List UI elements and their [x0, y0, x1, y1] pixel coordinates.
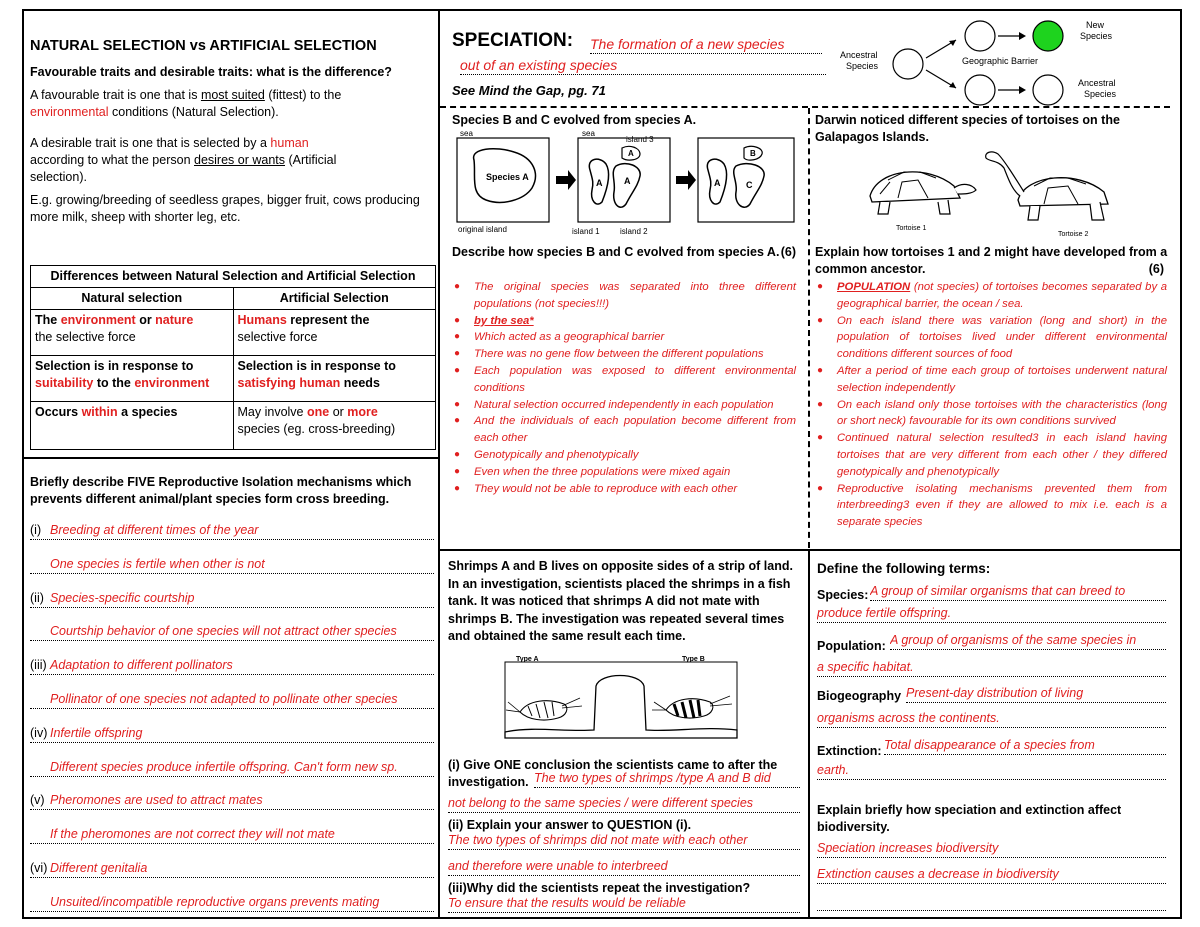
list-item: ● After a period of time each group of tortoises underwent natural selection independently	[837, 363, 1167, 397]
answer-label: (ii)	[30, 590, 44, 605]
species-definition-line2: produce fertile offspring.	[817, 605, 1166, 623]
isolation-answer-line	[30, 759, 434, 777]
shrimp-answer1-line1: The two types of shrimps /type A and B did	[534, 770, 800, 788]
isolation-answer-line	[30, 657, 434, 675]
isolation-answer-line	[30, 725, 434, 743]
shrimp-answer2-line1: The two types of shrimps did not mate with each other	[448, 832, 800, 850]
isolation-answer-line	[30, 894, 434, 912]
answer-label: (iv)	[30, 725, 48, 740]
islands-diagram	[456, 130, 798, 238]
extinction-definition-line1: Total disappearance of a species from	[884, 737, 1166, 755]
table-cell: Selection is in response to suitability to the environment	[31, 356, 234, 402]
barrier-label: Geographic Barrier	[962, 56, 1039, 66]
svg-text:A: A	[714, 178, 721, 188]
list-item: ● On each island only those tortoises with the characteristics (long or short neck) favourable for its own conditions survived	[837, 397, 1167, 431]
answer-text: Different species produce infertile offspring. Can't form new sp.	[50, 759, 398, 774]
table-header-artificial: Artificial Selection	[233, 288, 436, 310]
tortoise1-label: Tortoise 1	[896, 225, 927, 232]
divider-dashed-horizontal	[440, 106, 1170, 108]
tortoise-marks: (6)	[1148, 262, 1164, 276]
list-item: ● Each population was exposed to different environmental conditions	[474, 363, 796, 397]
list-item: ● Reproductive isolating mechanisms prevented them from interbreeding3 even if they are allowed to mix i.e. each is a separate species	[837, 481, 1167, 531]
isolation-answer-line	[30, 860, 434, 878]
table-header-natural: Natural selection	[31, 288, 234, 310]
population-definition-line2: a specific habitat.	[817, 659, 1166, 677]
answer-label: (i)	[30, 523, 42, 537]
list-item: ● There was no gene flow between the different populations	[474, 346, 796, 363]
ancestral-circle	[893, 49, 923, 79]
shrimp-intro: Shrimps A and B lives on opposite sides of a strip of land. In an investigation, scientists placed the shrimps in a fish tank. It was noticed that shrimps A did not mate with shrimps B. The investigation was repeated several times and obtained the same result each time.	[448, 559, 793, 643]
divider-left-middle	[22, 457, 438, 459]
divider-dashed-vertical	[808, 108, 810, 548]
speciation-title: SPECIATION:	[452, 30, 574, 51]
favourable-definition: A favourable trait is one that is most suited (fittest) to the environmental conditions (Natural Selection).	[30, 88, 342, 119]
comparison-table-wrap	[30, 265, 436, 450]
example-text: E.g. growing/breeding of seedless grapes, bigger fruit, cows producing more milk, sheep with shorter leg, etc.	[30, 193, 420, 224]
mind-the-gap-ref: See Mind the Gap, pg. 71	[452, 83, 606, 98]
answer-label: (v)	[30, 793, 45, 808]
table-cell: The environment or nature the selective force	[31, 310, 234, 356]
svg-text:sea: sea	[460, 130, 473, 138]
biogeography-definition-line1: Present-day distribution of living	[906, 685, 1166, 703]
list-item: ● by the sea*	[474, 313, 796, 330]
svg-text:AncestralSpecies: Ancestral Species	[1078, 78, 1117, 99]
isolation-answer-line	[30, 556, 434, 574]
svg-text:NewSpecies: New Species	[1080, 20, 1113, 41]
isolation-answer-line	[30, 522, 434, 540]
species-term: Species:	[817, 588, 869, 602]
shrimp-q3: (iii)Why did the scientists repeat the investigation?	[448, 881, 751, 895]
speciation-definition-line1: The formation of a new species	[590, 36, 822, 54]
table-cell: May involve one or more species (eg. cross-breeding)	[233, 402, 436, 450]
svg-text:Species A: Species A	[486, 172, 529, 182]
svg-text:sea: sea	[582, 130, 595, 138]
shrimp-q1: (i) Give ONE conclusion the scientists came to after the investigation.	[448, 758, 778, 789]
species-definition-line1: A group of similar organisms that can breed to	[870, 583, 1166, 601]
islands-answers	[452, 279, 796, 497]
type-b-label: Type B	[682, 656, 705, 663]
answer-text: Adaptation to different pollinators	[50, 658, 233, 673]
shrimp-answer3: To ensure that the results would be reliable	[448, 895, 800, 913]
desirable-definition: A desirable trait is one that is selected by a human according to what the person desires or wants (Artificial selection).	[30, 136, 337, 184]
traits-question: Favourable traits and desirable traits: what is the difference?	[30, 65, 392, 79]
answer-text: Infertile offspring	[50, 725, 143, 740]
answer-label: (iii)	[30, 658, 47, 673]
type-a-label: Type A	[516, 656, 539, 663]
svg-text:A: A	[596, 178, 603, 188]
shrimp-answer1-line2: not belong to the same species / were different species	[448, 795, 800, 813]
selection-panel	[30, 36, 434, 226]
answer-text: If the pheromones are not correct they will not mate	[50, 827, 335, 842]
islands-marks: (6)	[780, 245, 796, 259]
svg-text:island 3: island 3	[626, 135, 654, 144]
biodiversity-question: Explain briefly how speciation and extinction affect biodiversity.	[817, 803, 1122, 834]
shrimp-answer2-line2: and therefore were unable to interbreed	[448, 858, 800, 876]
isolation-answer-line	[30, 590, 434, 608]
table-row	[31, 310, 436, 356]
divider-middle	[440, 549, 1182, 551]
isolation-answer-line	[30, 826, 434, 844]
svg-text:C: C	[746, 180, 753, 190]
isolation-answer-line	[30, 623, 434, 641]
list-item: ● And the individuals of each population become different from each other	[474, 413, 796, 447]
answer-text: Pollinator of one species not adapted to pollinate other species	[50, 692, 398, 706]
speciation-diagram	[834, 14, 1134, 106]
speciation-definition-line2: out of an existing species	[460, 57, 826, 75]
islands-heading: Species B and C evolved from species A.	[452, 113, 697, 127]
list-item: ● They would not be able to reproduce with each other	[474, 481, 796, 498]
table-row	[31, 356, 436, 402]
list-item: ● POPULATION (not species) of tortoises becomes separated by a geographical barrier, the ocean / sea.	[837, 279, 1167, 313]
tortoise-answers	[815, 279, 1167, 531]
table-cell: Occurs within a species	[31, 402, 234, 450]
biogeography-definition-line2: organisms across the continents.	[817, 710, 1166, 728]
biogeography-term: Biogeography	[817, 689, 902, 703]
shrimp-q2: (ii) Explain your answer to QUESTION (i).	[448, 818, 692, 832]
svg-text:island 2: island 2	[620, 227, 648, 236]
svg-text:island 1: island 1	[572, 227, 600, 236]
svg-text:A: A	[624, 176, 631, 186]
list-item: ● Even when the three populations were mixed again	[474, 464, 796, 481]
tortoise-heading: Darwin noticed different species of tortoises on the Galapagos Islands.	[815, 113, 1120, 144]
answer-label: (vi)	[30, 861, 48, 875]
list-item: ● Natural selection occurred independently in each population	[474, 397, 796, 414]
extinction-definition-line2: earth.	[817, 762, 1166, 780]
isolation-answer-line	[30, 691, 434, 709]
biodiversity-answer3	[817, 893, 1166, 911]
terms-heading: Define the following terms:	[817, 561, 991, 576]
table-caption: Differences between Natural Selection and Artificial Selection	[31, 266, 436, 288]
svg-text:A: A	[628, 149, 634, 158]
selection-title: NATURAL SELECTION vs ARTIFICIAL SELECTION	[30, 38, 377, 54]
population-term: Population:	[817, 639, 886, 653]
islands-question: Describe how species B and C evolved from species A. (6)	[452, 245, 796, 259]
tortoise-question: Explain how tortoises 1 and 2 might have developed from a common ancestor. (6)	[815, 245, 1168, 276]
divider-left	[438, 9, 440, 919]
list-item: ● Continued natural selection resulted3 in each island having tortoises that are very different from each other / they differed genotypically and phenotypically	[837, 430, 1167, 480]
shrimp-tank-diagram	[504, 656, 738, 740]
list-item: ● The original species was separated into three different populations (not species!!!)	[474, 279, 796, 313]
answer-text: Courtship behavior of one species will not attract other species	[50, 624, 397, 639]
tortoise2-label: Tortoise 2	[1058, 231, 1089, 238]
answer-text: Species-specific courtship	[50, 590, 195, 605]
biodiversity-answer2: Extinction causes a decrease in biodiversity	[817, 866, 1166, 884]
svg-text:original island: original island	[458, 225, 507, 234]
list-item: ● Which acted as a geographical barrier	[474, 329, 796, 346]
answer-text: Unsuited/incompatible reproductive organs prevents mating	[50, 894, 380, 909]
extinction-term: Extinction:	[817, 744, 882, 758]
table-cell: Humans represent the selective force	[233, 310, 436, 356]
new-species-circle	[1033, 21, 1063, 51]
comparison-table	[30, 265, 436, 450]
divider-bottom-right	[808, 549, 810, 919]
isolation-question: Briefly describe FIVE Reproductive Isolation mechanisms which prevents different animal/plant species form cross breeding.	[30, 475, 412, 506]
answer-text: One species is fertile when other is not	[50, 556, 265, 571]
svg-text:B: B	[750, 149, 756, 158]
tortoise-illustration	[858, 146, 1148, 238]
population-definition-line1: A group of organisms of the same species in	[890, 632, 1166, 650]
list-item: ● Genotypically and phenotypically	[474, 447, 796, 464]
answer-text: Different genitalia	[50, 861, 148, 875]
list-item: ● On each island there was variation (long and short) in the population of tortoises lived under different environmental conditions different sources of food	[837, 313, 1167, 363]
answer-text: Pheromones are used to attract mates	[50, 793, 263, 808]
isolation-answer-line	[30, 792, 434, 810]
answer-text: Breeding at different times of the year	[50, 523, 259, 537]
table-row	[31, 402, 436, 450]
ancestral-label: Ancestral Species	[840, 50, 879, 71]
biodiversity-answer1: Speciation increases biodiversity	[817, 840, 1166, 858]
table-cell: Selection is in response to satisfying human needs	[233, 356, 436, 402]
